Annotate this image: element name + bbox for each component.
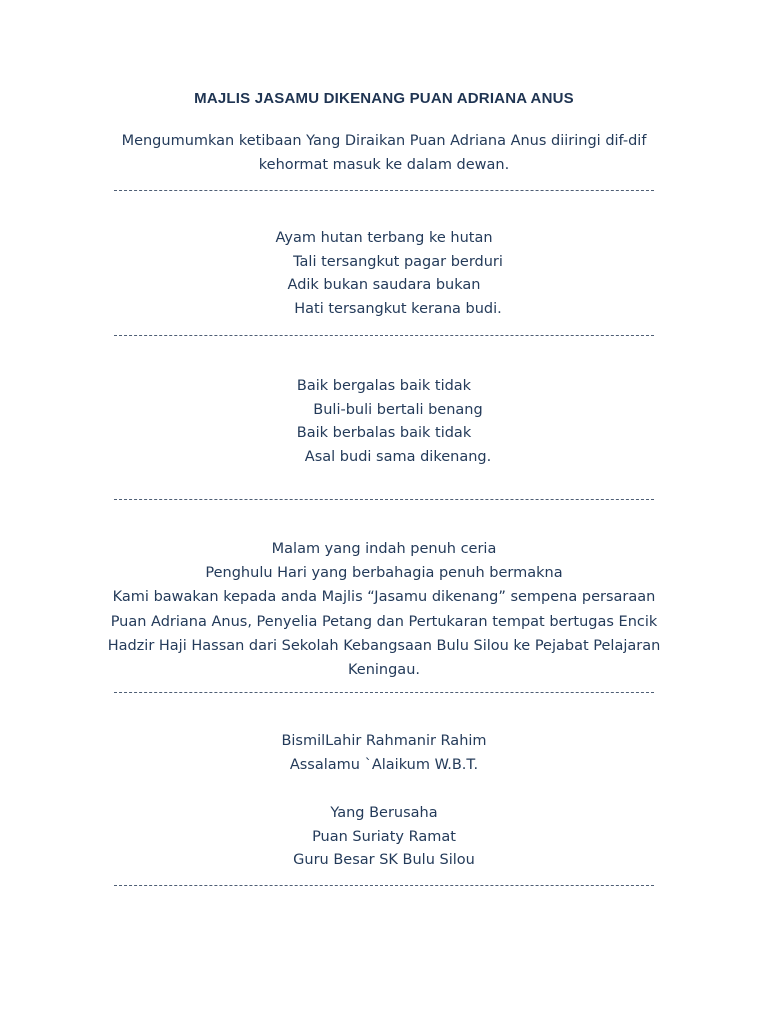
pantun-line: Hati tersangkut kerana budi. (294, 300, 502, 317)
signature-line: Yang Berusaha (330, 805, 438, 821)
pantun-line: Buli-buli bertali benang (313, 401, 483, 418)
dashed-divider (114, 335, 654, 336)
pantun-line: Ayam hutan terbang ke hutan (275, 230, 493, 246)
intro-line: Mengumumkan ketibaan Yang Diraikan Puan Adriana Anus diiringi dif-dif (121, 133, 647, 149)
signature-block (0, 802, 768, 873)
intro-line: kehormat masuk ke dalam dewan. (258, 156, 510, 173)
welcome-line: Kami bawakan kepada anda Majlis “Jasamu dikenang” sempena persaraan (112, 589, 656, 606)
welcome-line: Malam yang indah penuh ceria (271, 541, 497, 557)
pantun-line: Asal budi sama dikenang. (304, 448, 492, 465)
dashed-divider (114, 692, 654, 693)
welcome-line: Penghulu Hari yang berbahagia penuh bermakna (205, 565, 563, 582)
greeting-line: BismilLahir Rahmanir Rahim (281, 733, 487, 749)
pantun-line: Baik berbalas baik tidak (296, 425, 472, 441)
dashed-divider (114, 885, 654, 886)
intro-paragraph (0, 130, 768, 177)
greeting-line: Assalamu `Alaikum W.B.T. (289, 756, 479, 773)
signature-position: Guru Besar SK Bulu Silou (293, 852, 475, 868)
pantun-1 (0, 227, 768, 321)
welcome-paragraph (88, 537, 680, 682)
welcome-line: Keningau. (347, 662, 420, 679)
pantun-line: Tali tersangkut pagar berduri (293, 253, 503, 270)
welcome-line: Hadzir Haji Hassan dari Sekolah Kebangsaan Bulu Silou ke Pejabat Pelajaran (107, 637, 661, 654)
pantun-2 (0, 375, 768, 469)
document-title: MAJLIS JASAMU DIKENANG PUAN ADRIANA ANUS (194, 90, 574, 107)
signature-name: Puan Suriaty Ramat (312, 828, 456, 845)
greeting-block (0, 730, 768, 777)
pantun-line: Adik bukan saudara bukan (287, 277, 481, 293)
dashed-divider (114, 499, 654, 500)
dashed-divider (114, 190, 654, 191)
pantun-line: Baik bergalas baik tidak (296, 378, 472, 394)
welcome-line: Puan Adriana Anus, Penyelia Petang dan Pertukaran tempat bertugas Encik (110, 613, 658, 630)
